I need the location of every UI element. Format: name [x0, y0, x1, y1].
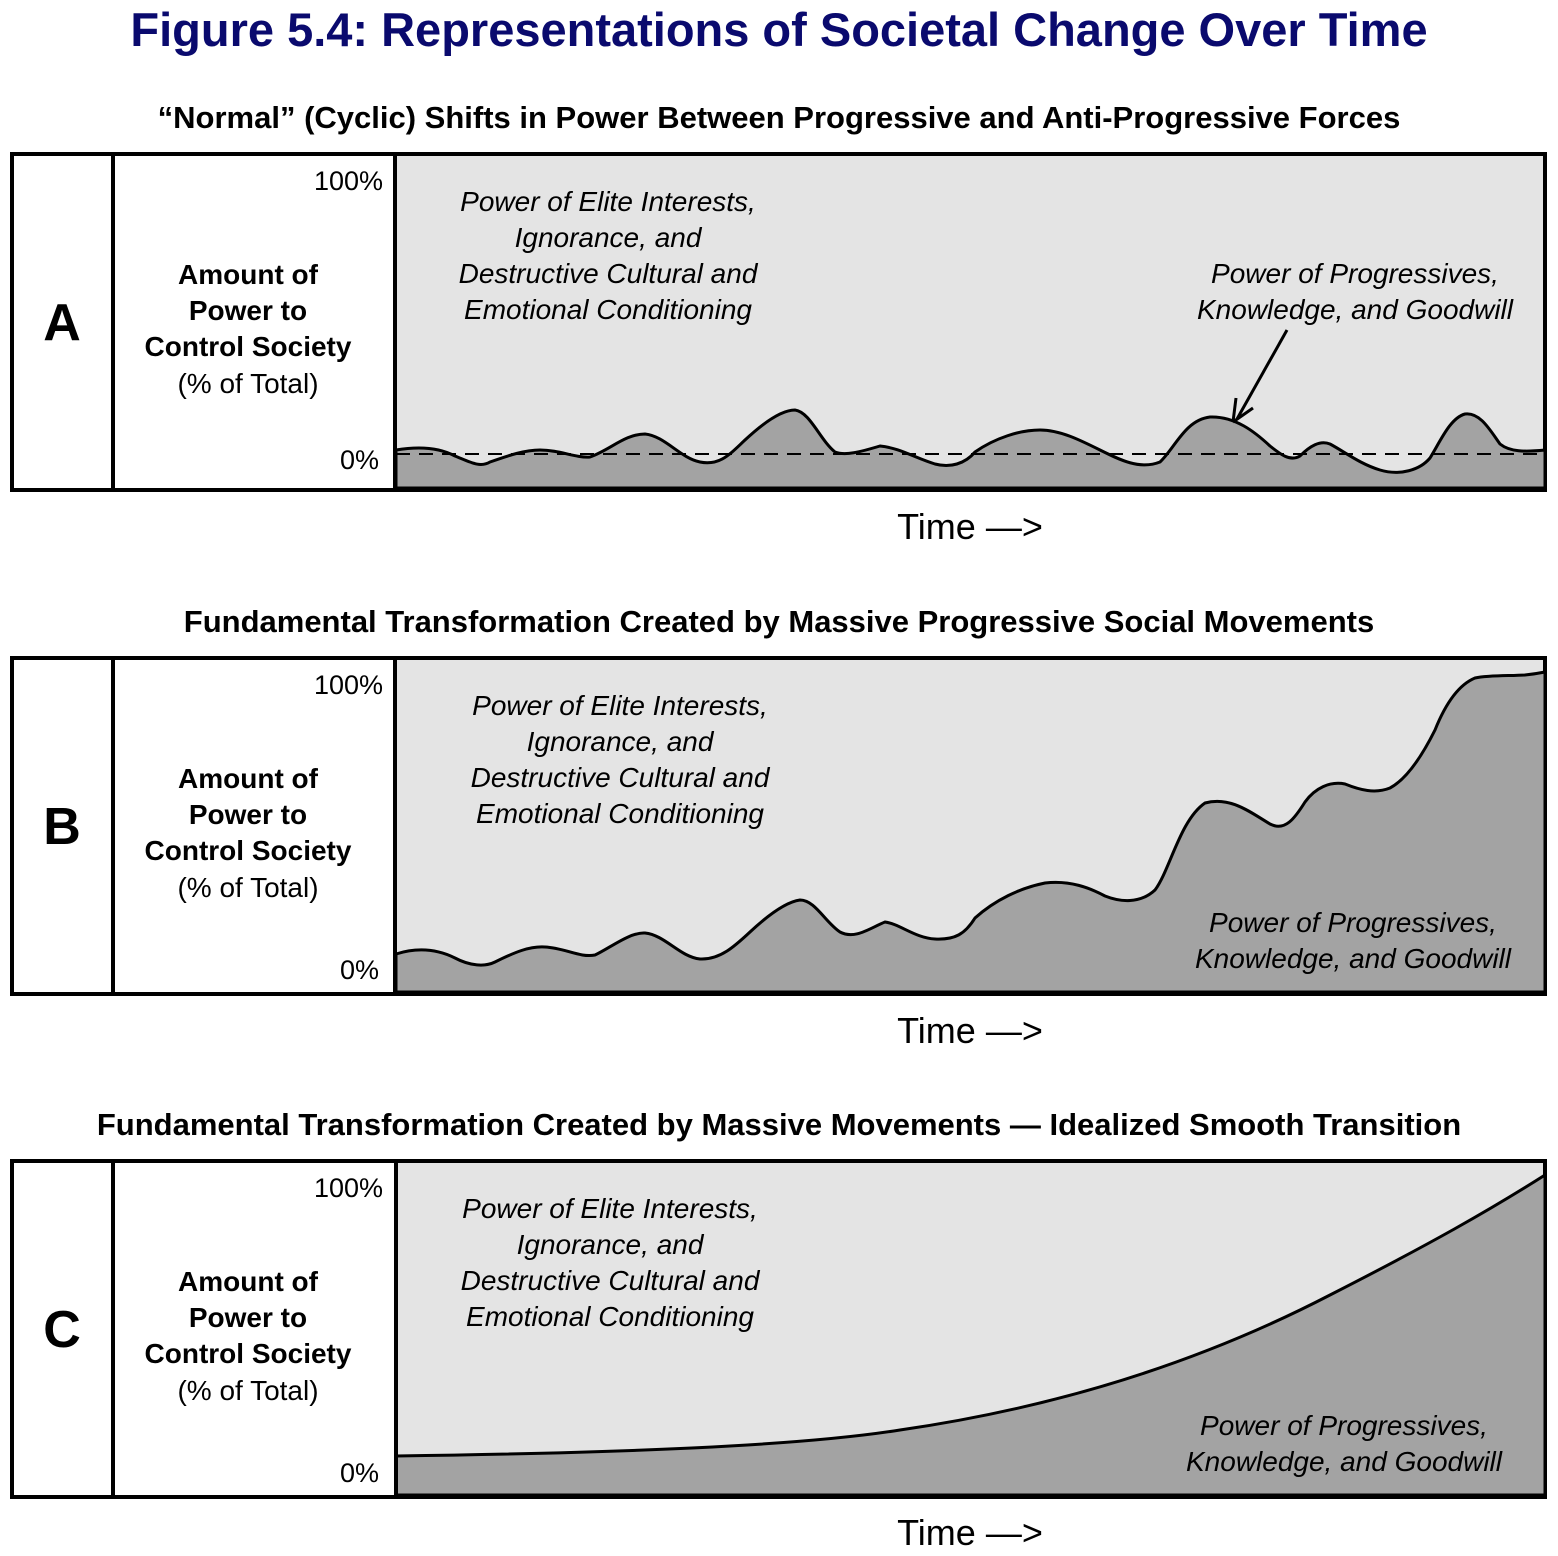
panel-c-elite-label-2: Ignorance, and [516, 1229, 704, 1260]
panel-a-title: “Normal” (Cyclic) Shifts in Power Between Progressive and Anti-Progressive Forces [157, 100, 1401, 135]
panel-b-ylabel-3: Control Society [144, 835, 352, 866]
panel-a-elite-label-4: Emotional Conditioning [464, 294, 752, 325]
panel-c-progressive-label-1: Power of Progressives, [1200, 1410, 1488, 1441]
panel-c-ylabel-3: Control Society [144, 1338, 352, 1369]
panel-c-ylabel-1: Amount of [178, 1266, 318, 1297]
panel-b-elite-label-2: Ignorance, and [526, 726, 714, 757]
panel-b-elite-label-3: Destructive Cultural and [470, 762, 770, 793]
panel-c-tick-bottom: 0% [339, 1458, 379, 1488]
panel-c-letter: C [43, 1301, 81, 1359]
panel-b-elite-label-4: Emotional Conditioning [476, 798, 764, 829]
figure-title: Figure 5.4: Representations of Societal Change Over Time [130, 3, 1428, 56]
panel-a-tick-bottom: 0% [339, 445, 379, 475]
panel-c-title: Fundamental Transformation Created by Massive Movements — Idealized Smooth Transition [96, 1107, 1462, 1142]
panel-b-ylabel-2: Power to [188, 799, 308, 830]
panel-c-progressive-label-2: Knowledge, and Goodwill [1186, 1446, 1502, 1477]
panel-c [0, 1157, 1558, 1502]
panel-a-tick-top: 100% [313, 166, 383, 196]
panel-b-time-label: Time —> [897, 1010, 1043, 1051]
panel-c-ylabel-4: (% of Total) [177, 1375, 319, 1406]
panel-a-ylabel-2: Power to [188, 295, 308, 326]
panel-b-ylabel-4: (% of Total) [177, 872, 319, 903]
panel-b-progressive-label-1: Power of Progressives, [1209, 907, 1497, 938]
panel-c-elite-label-4: Emotional Conditioning [466, 1301, 754, 1332]
panel-a-time-label: Time —> [897, 506, 1043, 547]
panel-b-tick-top: 100% [313, 670, 383, 700]
panel-c-ylabel-2: Power to [188, 1302, 308, 1333]
panel-a-elite-label-1: Power of Elite Interests, [460, 186, 756, 217]
panel-b-elite-label-1: Power of Elite Interests, [472, 690, 768, 721]
panel-a-ylabel-1: Amount of [178, 259, 318, 290]
panel-b-tick-bottom: 0% [339, 955, 379, 985]
panel-b-letter: B [43, 798, 81, 856]
panel-b-progressive-label-2: Knowledge, and Goodwill [1195, 943, 1511, 974]
panel-c-elite-label-1: Power of Elite Interests, [462, 1193, 758, 1224]
panel-a-elite-label-3: Destructive Cultural and [458, 258, 758, 289]
panel-c-elite-label-3: Destructive Cultural and [460, 1265, 760, 1296]
panel-b-ylabel-1: Amount of [178, 763, 318, 794]
panel-b-title: Fundamental Transformation Created by Massive Progressive Social Movements [183, 604, 1375, 639]
panel-b [0, 654, 1558, 999]
panel-a-elite-label-2: Ignorance, and [514, 222, 702, 253]
panel-a-letter: A [43, 294, 81, 352]
panel-a-ylabel-3: Control Society [144, 331, 352, 362]
panel-a-ylabel-4: (% of Total) [177, 368, 319, 399]
panel-a-progressive-label-1: Power of Progressives, [1211, 258, 1499, 289]
panel-c-tick-top: 100% [313, 1173, 383, 1203]
panel-a-progressive-label-2: Knowledge, and Goodwill [1197, 294, 1513, 325]
panel-a [0, 150, 1558, 495]
panel-c-time-label: Time —> [897, 1512, 1043, 1553]
